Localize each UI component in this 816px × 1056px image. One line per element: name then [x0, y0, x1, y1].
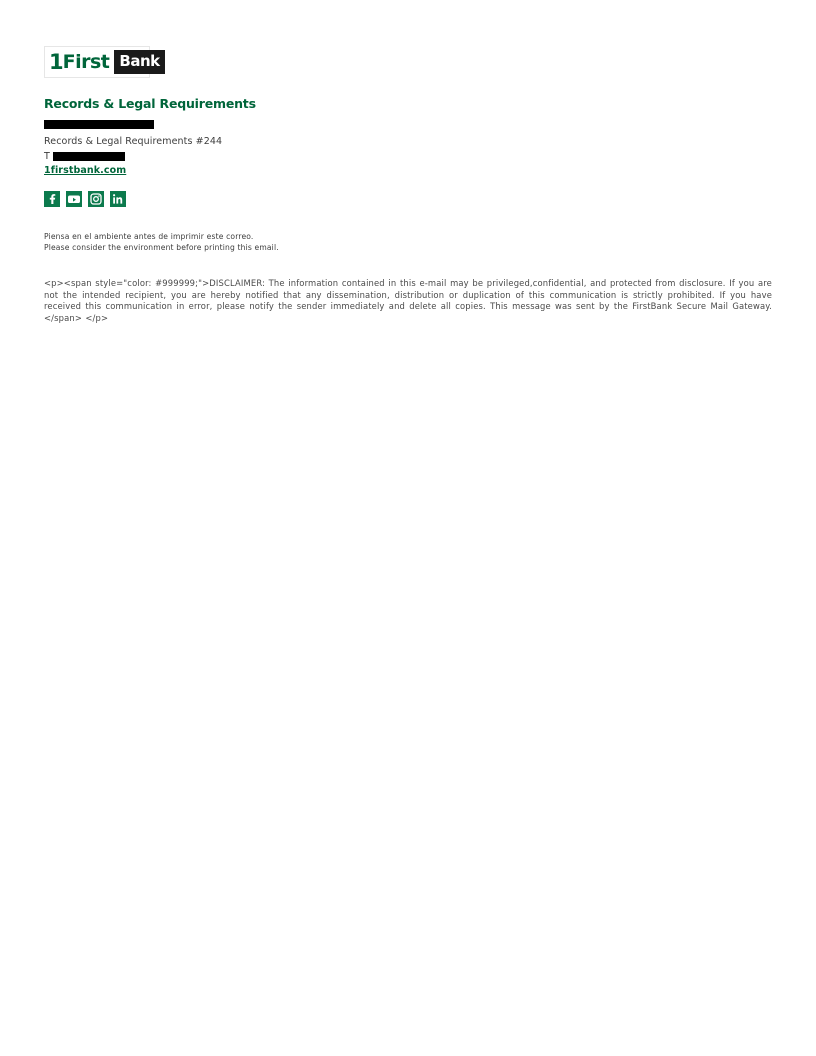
facebook-icon[interactable] [44, 191, 60, 207]
logo-word-first: First [62, 50, 110, 73]
youtube-icon[interactable] [66, 191, 82, 207]
logo-numeral-one: 1 [49, 49, 63, 74]
website-line [44, 165, 772, 178]
environment-note-spanish: Piensa en el ambiente antes de imprimir este correo. [44, 232, 254, 242]
department-title: Records & Legal Requirements [44, 96, 256, 111]
redacted-phone-number [53, 152, 125, 161]
firstbank-logo [44, 46, 160, 78]
environment-note-english: Please consider the environment before printing this email. [44, 243, 279, 253]
website-link[interactable]: 1firstbank.com [44, 165, 127, 177]
linkedin-icon[interactable] [110, 191, 126, 207]
social-links-row [44, 191, 772, 207]
department-line: Records & Legal Requirements #244 [44, 135, 223, 147]
environment-note [44, 231, 772, 253]
disclaimer-raw-html: <p><span style="color: #999999;">DISCLAIMER: The information contained in this e-mail may be privileged,confidential, and protected from disclosure. If you are not the intended recipient, you are hereby notified that any dissemination, distribution or duplication of this communication is strictly prohibited. If you have received this communication in error, please notify the sender immediately and delete all copies. This message was sent by the FirstBank Secure Mail Gateway.</span> </p> [44, 278, 772, 323]
email-signature-block [44, 46, 772, 253]
phone-label: T [44, 150, 50, 162]
phone-line [44, 151, 772, 164]
instagram-icon[interactable] [88, 191, 104, 207]
redacted-sender-name [44, 120, 154, 129]
logo-word-bank: Bank [114, 50, 164, 74]
